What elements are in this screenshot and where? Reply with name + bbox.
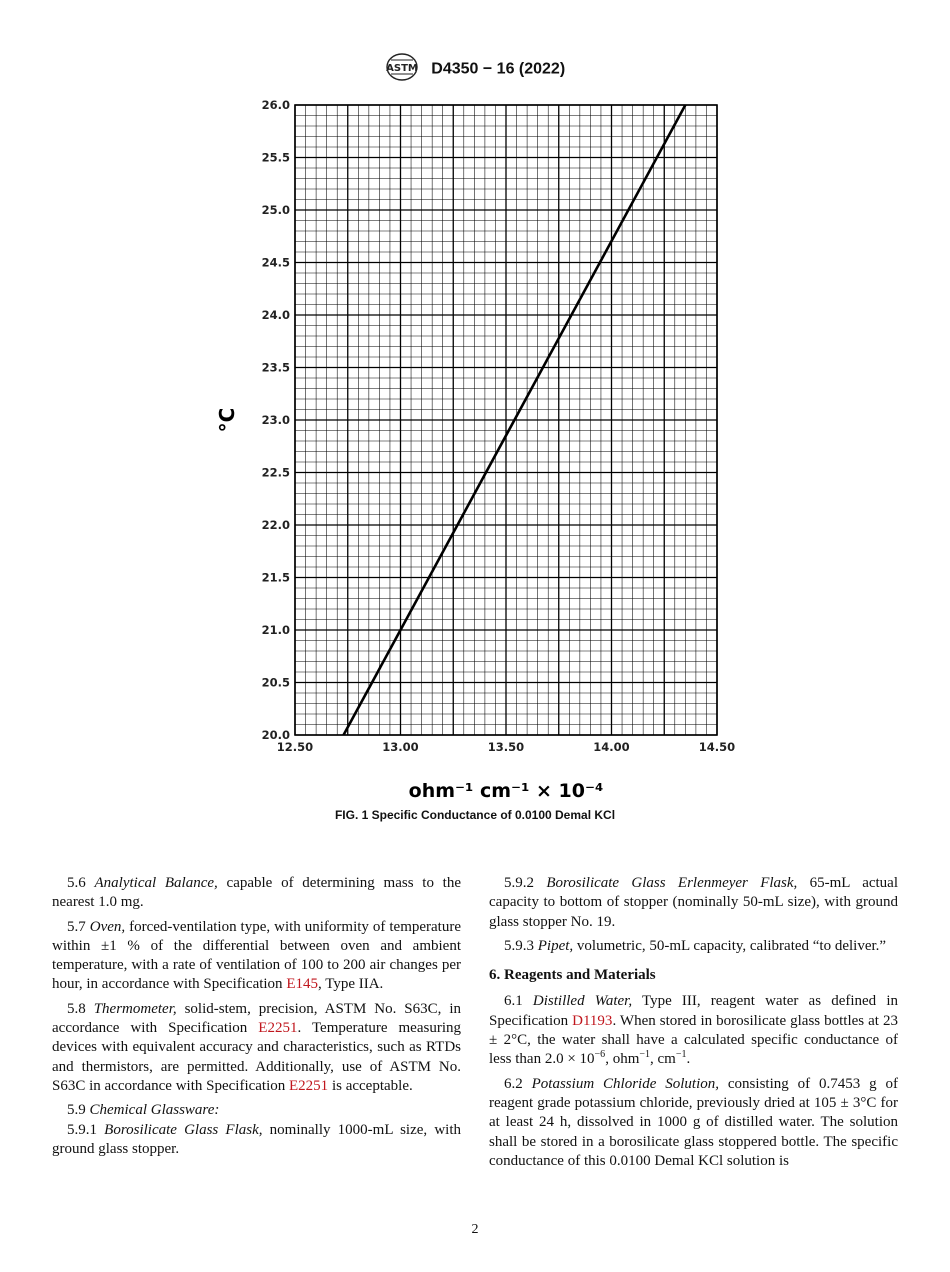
left-column	[52, 874, 461, 1164]
chart-x-tick-labels	[277, 740, 735, 754]
y-tick-label: 20.5	[261, 675, 290, 690]
right-column	[489, 874, 898, 1176]
y-tick-label: 25.0	[261, 203, 290, 217]
reference-link-e2251-second[interactable]: E2251	[289, 1077, 329, 1094]
x-tick-label: 12.50	[276, 740, 314, 754]
paragraph-6-1: 6.1 Distilled Water, Type III, reagent water as defined in Specification D1193. When stored in borosilicate glass bottles at 23 ± 2°C, the water shall have a calculated specific conductance of less than $2.0 \times 10^{-6}$, ohm$^{-1}$, $cm^{-1}$.	[489, 993, 898, 1068]
paragraph-5-9: 5.9 Chemical Glassware:	[67, 1102, 220, 1119]
y-tick-label: 22.0	[261, 518, 290, 532]
x-tick-label: 14.00	[593, 740, 630, 754]
x-tick-label: 13.50	[487, 740, 525, 754]
y-tick-label: 26.0	[261, 98, 290, 112]
reference-link-d1193[interactable]: D1193	[572, 1012, 613, 1029]
paragraph-5-9-3: 5.9.3 Pipet, volumetric, 50-mL capacity, calibrated “to deliver.”	[504, 937, 887, 954]
x-tick-label: 14.50	[698, 740, 736, 754]
paragraph-6-2: 6.2 Potassium Chloride Solution, consisting of 0.7453 g of reagent grade potassium chloride, previously dried at 105 ± 3°C for at least 24 h, dissolved in 1000 g of distilled water. The solution shall be stored in a borosilicate glass stoppered bottle. The specific conductance of this 0.0100 Demal KCl solution is	[489, 1075, 899, 1169]
y-tick-label: 22.5	[261, 465, 290, 480]
y-tick-label: 24.0	[261, 308, 290, 322]
chart-x-axis-label: ohm⁻¹ cm⁻¹ × 10⁻⁴	[408, 780, 604, 800]
y-tick-label: 21.0	[261, 623, 290, 637]
paragraph-5-7: 5.7 Oven, forced-ventilation type, with uniformity of temperature within ±1 % of the differential between oven and ambient temperature, with a rate of ventilation of 100 to 200 air changes per hour, in accordance with Specification E145, Type IIA.	[52, 918, 461, 993]
page-number: 2	[471, 1222, 479, 1237]
chart-y-tick-labels	[262, 98, 290, 742]
document-code: D4350 − 16 (2022)	[431, 60, 566, 78]
y-tick-label: 23.5	[261, 360, 290, 375]
reference-link-e2251[interactable]: E2251	[258, 1020, 298, 1037]
y-tick-label: 20.0	[261, 728, 290, 742]
y-tick-label: 25.5	[261, 150, 290, 165]
section-heading-reagents: 6. Reagents and Materials	[489, 967, 656, 984]
y-tick-label: 23.0	[261, 413, 290, 427]
reference-link-e145[interactable]: E145	[286, 976, 318, 993]
y-tick-label: 24.5	[261, 255, 290, 270]
y-tick-label: 21.5	[261, 570, 290, 585]
paragraph-5-9-1: 5.9.1 Borosilicate Glass Flask, nominally 1000-mL size, with ground glass stopper.	[52, 1121, 461, 1157]
astm-logo-text: ASTM	[385, 63, 418, 74]
figure-caption: FIG. 1 Specific Conductance of 0.0100 Demal KCl	[334, 808, 616, 822]
x-tick-label: 13.00	[382, 740, 419, 754]
paragraph-5-9-2: 5.9.2 Borosilicate Glass Erlenmeyer Flask, 65-mL actual capacity to bottom of stopper (nominally 50-mL size), with ground glass stopper No. 19.	[489, 875, 899, 930]
chart-y-axis-label: °C	[215, 407, 239, 433]
paragraph-5-6: 5.6 Analytical Balance, capable of determining mass to the nearest 1.0 mg.	[52, 875, 462, 911]
paragraph-5-8: 5.8 Thermometer, solid-stem, precision, ASTM No. S63C, in accordance with Specification E2251. Temperature measuring devices with equivalent accuracy and characteristics, such as RTDs and thermistors, are permitted. Additionally, use of ASTM No. S63C in accordance with Specification E2251 is acceptable.	[52, 1000, 461, 1094]
